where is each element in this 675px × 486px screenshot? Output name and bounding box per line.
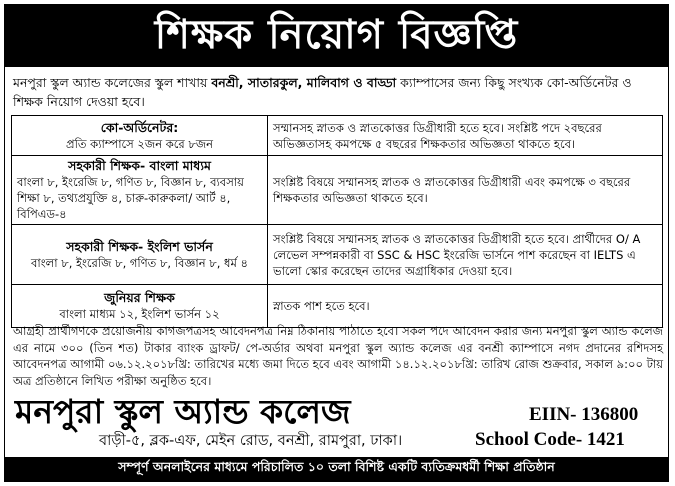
position-requirement: স্নাতক পাশ হতে হবে।: [268, 285, 663, 328]
position-info-cell: [12, 285, 268, 328]
footer-banner: [5, 457, 668, 481]
position-title: জুনিয়র শিক্ষক: [104, 290, 175, 305]
position-row-assistant-english: [12, 225, 663, 285]
position-subjects: বাংলা মাধ্যম ১২, ইংলিশ ভার্সন ১২: [59, 307, 220, 321]
intro-text-end: ক্যাম্পাসের জন্য কিছু সংখ্যক কো-অর্ডিনেটর ও শিক্ষক নিয়োগ দেওয়া হবে।: [13, 75, 632, 109]
position-row-coordinator: [12, 116, 663, 156]
position-info-cell: [12, 156, 268, 225]
school-address: বাড়ী-৫, ব্লক-এফ, মেইন রোড, বনশ্রী, রামপুরা, ঢাকা।: [99, 433, 403, 449]
position-row-assistant-bangla: [12, 156, 663, 225]
header-banner: [5, 5, 668, 67]
position-title: কো-অর্ডিনেটর:: [100, 119, 179, 135]
position-title: সহকারী শিক্ষক- ইংলিশ ভার্সন: [66, 238, 213, 254]
campus-names: বনশ্রী, সাতারকুল, মালিবাগ ও বাড্ডা: [211, 75, 397, 90]
position-requirement: সম্মানসহ স্নাতক ও স্নাতকোত্তর ডিগ্রীধারী হতে হবে। সংশ্লিষ্ট পদে ২বছরের অভিজ্ঞতাসহ কমপক্ষে ৫ বছরের শিক্ষকতার অভিজ্ঞতা থাকতে হবে।: [268, 116, 663, 156]
position-requirement: সংশ্লিষ্ট বিষয়ে সম্মানসহ স্নাতক ও স্নাতকোত্তর ডিগ্রীধারী হতে হবে। প্রার্থীদের O/ A লেভেল সম্পন্নকারী বা SSC & HSC ইংরেজি ভার্সনে পাশ করেছেন বা IELTS এ ভালো স্কোর করেছেন তাদের অগ্রাধিকার দেওয়া হবে।: [268, 225, 663, 285]
school-code: School Code- 1421: [475, 429, 625, 450]
position-count: প্রতি ক্যাম্পাসে ২জন করে ৮জন: [66, 136, 213, 151]
position-subjects: বাংলা ৮, ইংরেজি ৮, গণিত ৮, বিজ্ঞান ৮, ধর্ম ৪: [30, 255, 249, 270]
application-instructions: আগ্রহী প্রার্থীগণকে প্রয়োজনীয় কাগজপত্রসহ আবেদনপত্র নিম্ন ঠিকানায় পাঠাতে হবে। সকল পদে আবেদন করার জন্য মনপুরা স্কুল অ্যান্ড কলেজ এর নামে ৩০০ (তিন শত) টাকার ব্যাংক ড্রাফট/ পে-অর্ডার অথবা মনপুরা স্কুল অ্যান্ড কলেজ এর বনশ্রী ক্যাম্পাসে নগদ প্রদানের রশিদসহ আবেদনপত্র আগামী ০৬.১২.২০১৮খ্রি: তারিখের মধ্যে জমা দিতে হবে এবং আগামী ১৪.১২.২০১৮খ্রি: তারিখ রোজ শুক্রবার, সকাল ৯:০০ টায় অত্র প্রতিষ্ঠানে লিখিত পরীক্ষা অনুষ্ঠিত হবে।: [13, 324, 663, 388]
position-title: সহকারী শিক্ষক- বাংলা মাধ্যম: [68, 158, 211, 173]
position-info-cell: [12, 225, 268, 285]
positions-table: [11, 115, 663, 328]
position-requirement: সংশ্লিষ্ট বিষয়ে সম্মানসহ স্নাতক ও স্নাতকোত্তর ডিগ্রীধারী এবং কমপক্ষে ৩ বছরের শিক্ষকতার অভিজ্ঞতা থাকতে হবে।: [268, 156, 663, 225]
eiin-number: EIIN- 136800: [529, 404, 639, 425]
position-info-cell: [12, 116, 268, 156]
footer-tagline: সম্পূর্ণ অনলাইনের মাধ্যমে পরিচালিত ১০ তলা বিশিষ্ট একটি ব্যতিক্রমধর্মী শিক্ষা প্রতিষ্ঠান: [118, 459, 555, 474]
advertisement-title: শিক্ষক নিয়োগ বিজ্ঞপ্তি: [154, 11, 519, 58]
intro-text-start: মনপুরা স্কুল অ্যান্ড কলেজের স্কুল শাখায়: [13, 75, 212, 90]
job-advertisement: [4, 4, 669, 482]
school-name: মনপুরা স্কুল অ্যান্ড কলেজ: [15, 392, 351, 431]
intro-paragraph: [13, 73, 661, 111]
position-row-junior: [12, 285, 663, 328]
position-subjects: বাংলা ৮, ইংরেজি ৮, গণিত ৮, বিজ্ঞান ৮, ব্যবসায় শিক্ষা ৮, তথ্যপ্রযুক্তি ৪, চারু-কারুকলা/ আর্ট ৪, বিপিএড-৪: [17, 175, 244, 221]
